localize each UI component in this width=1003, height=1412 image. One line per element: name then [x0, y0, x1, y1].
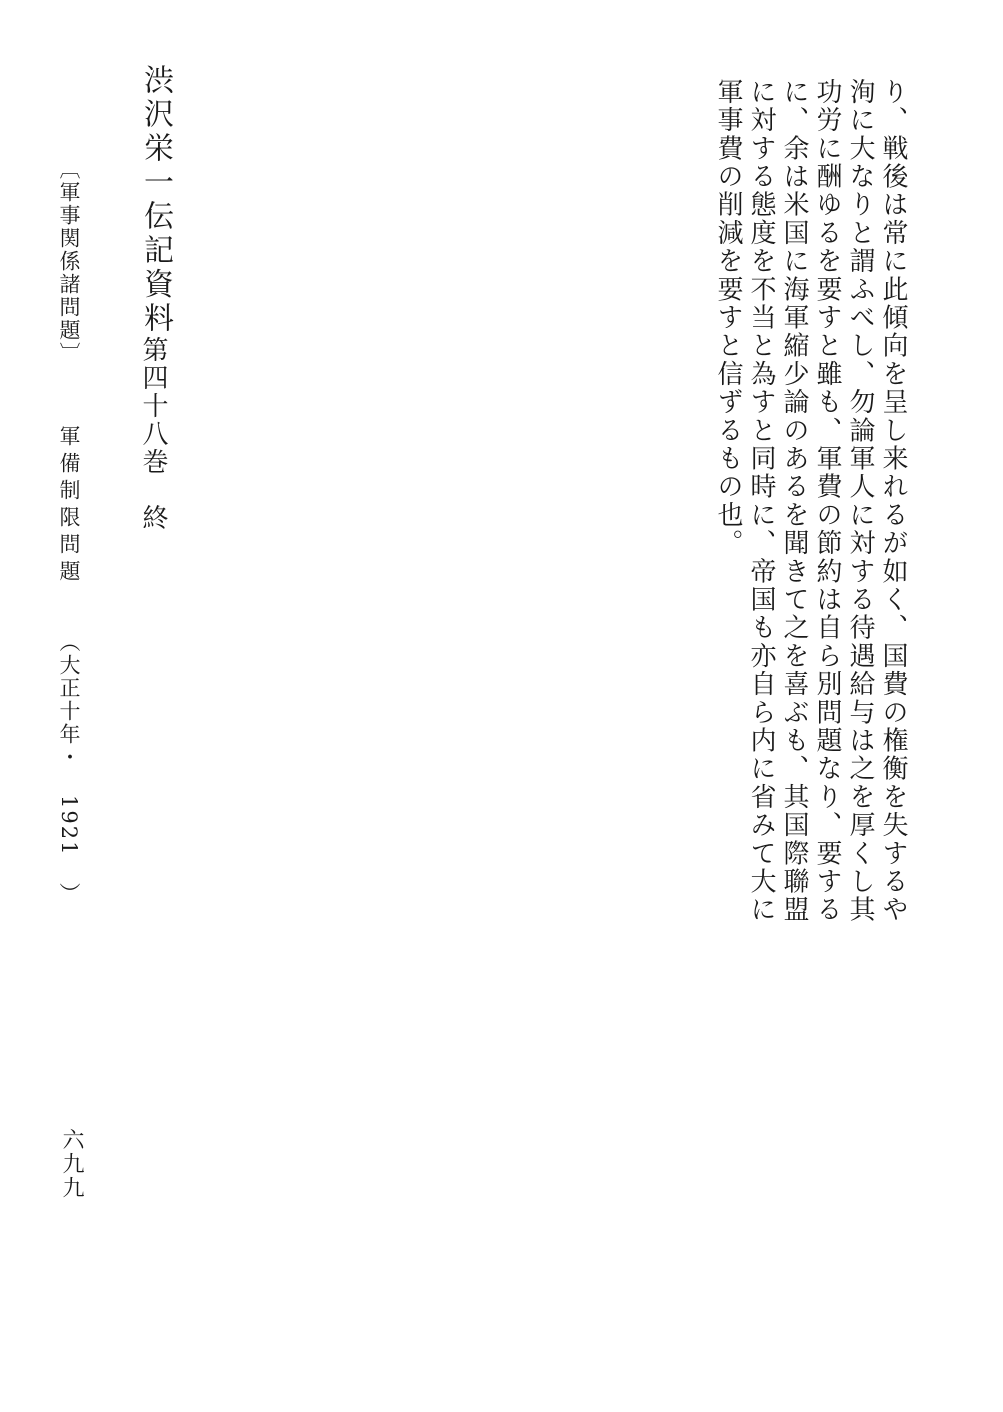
body-line-5: に対する態度を不当と為すと同時に、帝国も亦自ら内に省みて大に	[746, 78, 776, 924]
section-label: 〔軍事関係諸問題〕	[57, 158, 81, 365]
body-line-4: に、余は米国に海軍縮少論のあるを聞きて之を喜ぶも、其国際聯盟	[779, 78, 809, 924]
year-label: 1921	[57, 795, 81, 857]
body-line-3: 功労に酬ゆるを要すと雖も、軍費の節約は自ら別問題なり、要する	[812, 78, 842, 924]
series-title: 渋沢栄一伝記資料	[138, 64, 173, 336]
volume-end-mark: 第四十八巻 終	[138, 336, 168, 532]
body-line-2: 洵に大なりと謂ふべし、勿論軍人に対する待遇給与は之を厚くし其	[845, 78, 875, 924]
page-number: 六九九	[59, 1128, 84, 1200]
body-line-6: 軍事費の削減を要すと信ずるもの也。	[713, 78, 743, 558]
running-header	[58, 158, 79, 905]
era-close: ）	[57, 882, 81, 906]
era-open: （大正十年・	[57, 631, 81, 769]
body-line-1: り、戦後は常に此傾向を呈し来れるが如く、国費の権衡を失するや	[878, 78, 908, 924]
topic-label: 軍備制限問題	[57, 425, 81, 587]
